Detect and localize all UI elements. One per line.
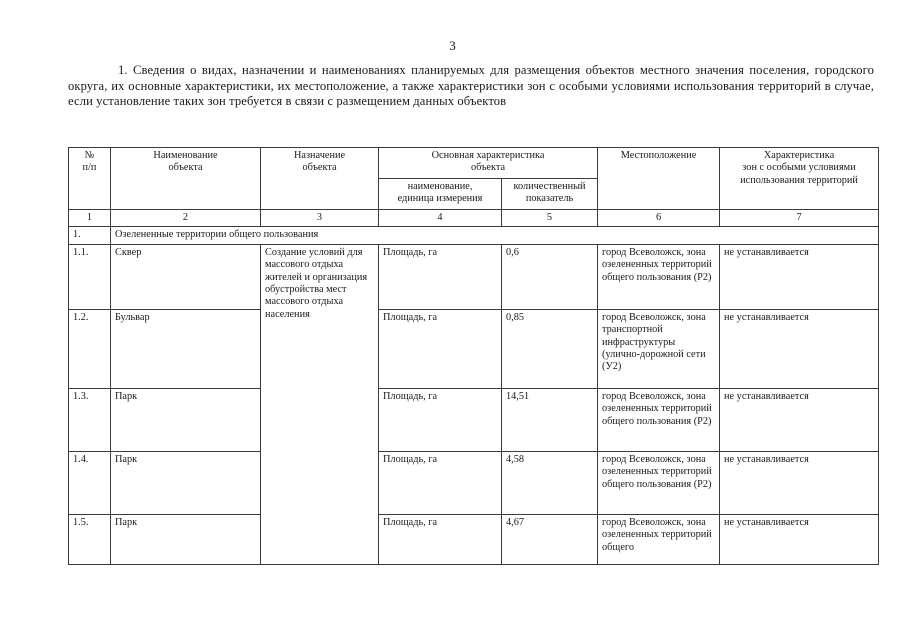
table-row <box>69 388 879 451</box>
column-number: 6 <box>598 210 720 227</box>
param-name: Площадь, га <box>379 514 502 564</box>
header-row-1 <box>69 148 879 179</box>
column-number-row <box>69 210 879 227</box>
header-purpose: Назначение объекта <box>261 148 379 210</box>
table-row <box>69 451 879 514</box>
zone-characteristic: не устанавливается <box>720 244 879 309</box>
row-number: 1.2. <box>69 309 111 388</box>
param-name: Площадь, га <box>379 451 502 514</box>
column-number: 7 <box>720 210 879 227</box>
param-value: 0,6 <box>502 244 598 309</box>
object-purpose: Создание условий для массового отдыха жителей и организация обустройства мест массового отдыха населения <box>261 244 379 564</box>
header-main-characteristic: Основная характеристика объекта <box>379 148 598 179</box>
column-number: 5 <box>502 210 598 227</box>
object-location: город Всеволожск, зона транспортной инфраструктуры (улично-дорожной сети (У2) <box>598 309 720 388</box>
header-name: Наименование объекта <box>111 148 261 210</box>
page-number: 3 <box>449 38 456 53</box>
header-param-name: наименование, единица измерения <box>379 179 502 210</box>
param-value: 0,85 <box>502 309 598 388</box>
table-row <box>69 244 879 309</box>
param-value: 4,58 <box>502 451 598 514</box>
param-name: Площадь, га <box>379 244 502 309</box>
object-name: Бульвар <box>111 309 261 388</box>
column-number: 3 <box>261 210 379 227</box>
section-number: 1. <box>69 227 111 244</box>
param-name: Площадь, га <box>379 309 502 388</box>
param-value: 14,51 <box>502 388 598 451</box>
object-location: город Всеволожск, зона озелененных территорий общего пользования (Р2) <box>598 451 720 514</box>
column-number: 2 <box>111 210 261 227</box>
header-param-value: количественный показатель <box>502 179 598 210</box>
row-number: 1.4. <box>69 451 111 514</box>
row-number: 1.5. <box>69 514 111 564</box>
header-location: Местоположение <box>598 148 720 210</box>
object-location: город Всеволожск, зона озелененных территорий общего пользования (Р2) <box>598 388 720 451</box>
zone-characteristic: не устанавливается <box>720 309 879 388</box>
header-zones: Характеристика зон с особыми условиями использования территорий <box>720 148 879 210</box>
column-number: 4 <box>379 210 502 227</box>
intro-paragraph: 1. Сведения о видах, назначении и наименованиях планируемых для размещения объектов местного значения поселения, городского округа, их основные характеристики, их местоположение, а также характеристики зон с особыми условиями использования территорий в случае, если установление таких зон требуется в связи с размещением данных объектов <box>68 63 874 108</box>
object-name: Парк <box>111 388 261 451</box>
section-title: Озелененные территории общего пользования <box>111 227 879 244</box>
zone-characteristic: не устанавливается <box>720 514 879 564</box>
section-row <box>69 227 879 244</box>
object-name: Парк <box>111 514 261 564</box>
header-num: № п/п <box>69 148 111 210</box>
object-name: Парк <box>111 451 261 514</box>
object-location: город Всеволожск, зона озелененных территорий общего <box>598 514 720 564</box>
zone-characteristic: не устанавливается <box>720 451 879 514</box>
zone-characteristic: не устанавливается <box>720 388 879 451</box>
object-location: город Всеволожск, зона озелененных территорий общего пользования (Р2) <box>598 244 720 309</box>
table-row <box>69 309 879 388</box>
param-value: 4,67 <box>502 514 598 564</box>
object-name: Сквер <box>111 244 261 309</box>
row-number: 1.3. <box>69 388 111 451</box>
param-name: Площадь, га <box>379 388 502 451</box>
table-row <box>69 514 879 564</box>
column-number: 1 <box>69 210 111 227</box>
row-number: 1.1. <box>69 244 111 309</box>
objects-table <box>68 147 879 565</box>
